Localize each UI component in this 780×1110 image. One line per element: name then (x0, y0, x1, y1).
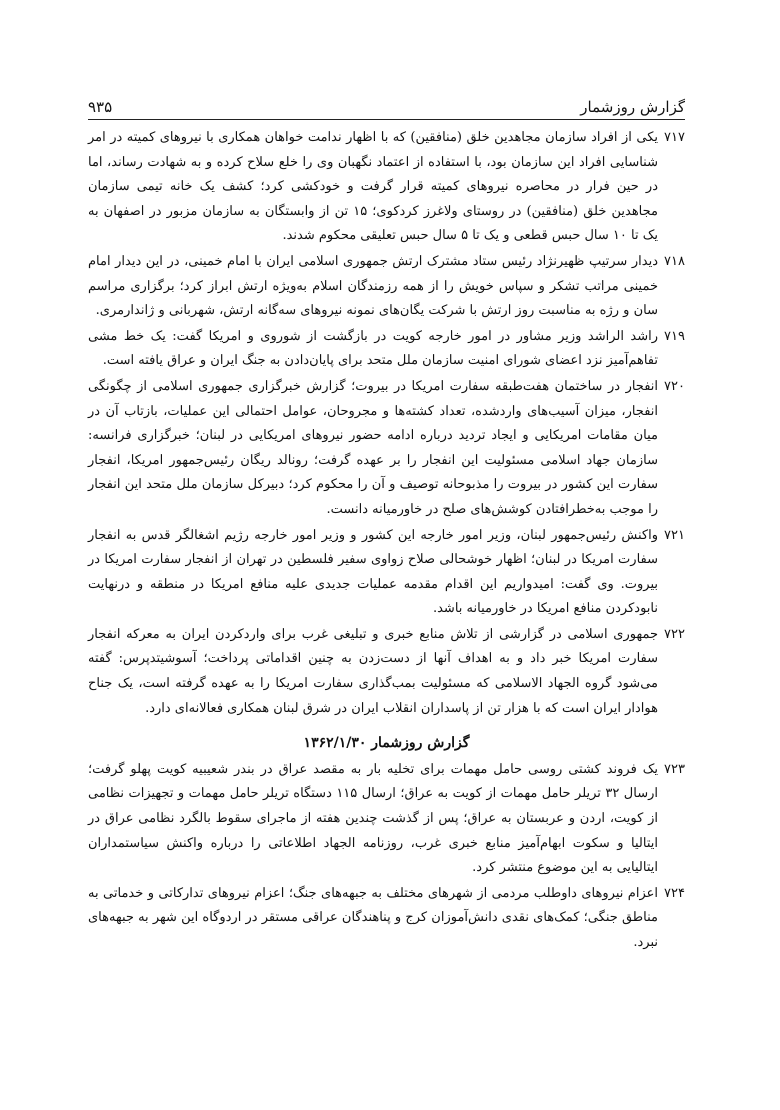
entry-number: ۷۲۳ (664, 761, 685, 777)
header-rule (88, 119, 685, 120)
running-header (88, 94, 685, 116)
page-number: ۹۳۵ (88, 98, 113, 116)
entry-number: ۷۱۸ (664, 253, 685, 269)
entry-number: ۷۲۴ (664, 885, 685, 901)
entry-text: جمهوری اسلامی در گزارشی از تلاش منابع خبری و تبلیغی غرب برای واردکردن ایران به معرکه انفجار سفارت امریکا خبر داد و به اهداف آنها از دست‌زدن به چنین اقداماتی پرداخت؛ آسوشیتدپرس: گفته می‌شود گروه الجهاد الاسلامی که مسئولیت بمب‌گذاری سفارت امریکا را به عهده گرفته است، یک جناح هوادار ایران است که با هزار تن از پاسداران انقلاب ایران در شرق لبنان همکاری فعالانه‌ای دارد. (88, 626, 658, 716)
entry-722 (88, 623, 685, 721)
entry-723 (88, 758, 685, 881)
entry-text: یکی از افراد سازمان مجاهدین خلق (منافقین) که با اظهار ندامت خواهان همکاری با نیروهای کمیته در امر شناسایی افراد این سازمان بود، با استفاده از اعتماد نگهبان وی را خلع سلاح کرده و به شهادت رساند، اما در حین فرار در محاصره نیروهای کمیته قرار گرفت و خودکشی کرد؛ کشف یک خانه تیمی سازمان مجاهدین خلق (منافقین) در روستای ولاغرز کردکوی؛ ۱۵ تن از وابستگان به سازمان مزبور در اصفهان به یک تا ۱۰ سال حبس قطعی و یک تا ۵ سال حبس تعلیقی محکوم شدند. (88, 130, 658, 244)
entry-number: ۷۲۲ (664, 626, 685, 642)
entry-text: انفجار در ساختمان هفت‌طبقه سفارت امریکا در بیروت؛ گزارش خبرگزاری جمهوری اسلامی از چگونگی انفجار، میزان آسیب‌های واردشده، تعداد کشته‌ها و مجروحان، عوامل احتمالی این عملیات، بازتاب آن در میان مقامات امریکایی و ایجاد تردید درباره ادامه حضور نیروهای امریکایی در لبنان؛ خبرگزاری فرانسه: سازمان جهاد اسلامی مسئولیت این انفجار را بر عهده گرفت؛ رونالد ریگان رئیس‌جمهور امریکا، انفجار سفارت این کشور در بیروت را مذبوحانه توصیف و آن را محکوم کرد؛ دبیرکل سازمان ملل متحد این انفجار را موجب به‌خطرافتادن کوشش‌های صلح در خاورمیانه دانست. (88, 378, 658, 517)
page-body (88, 126, 685, 957)
entry-number: ۷۱۹ (664, 328, 685, 344)
entry-719 (88, 325, 685, 374)
entry-number: ۷۱۷ (664, 130, 685, 145)
entry-text: اعزام نیروهای داوطلب مردمی از شهرهای مختلف به جبهه‌های جنگ؛ اعزام نیروهای تدارکاتی و خدماتی به مناطق جنگی؛ کمک‌های نقدی دانش‌آموزان کرج و پناهندگان عراقی مستقر در اردوگاه این شهر به جبهه‌های نبرد. (88, 885, 658, 950)
entry-718 (88, 250, 685, 324)
section-title: گزارش روزشمار ۱۳۶۲/۱/۳۰ (303, 735, 470, 752)
entry-text: واکنش رئیس‌جمهور لبنان، وزیر امور خارجه این کشور و وزیر امور خارجه رژیم اشغالگر قدس به انفجار سفارت امریکا در لبنان؛ اظهار خوشحالی صلاح زواوی سفیر فلسطین در تهران از انفجار سفارت امریکا در بیروت. وی گفت: امیدواریم این اقدام مقدمه عملیات جدیدی علیه منافع امریکا در منطقه و درنهایت نابودکردن منافع امریکا در خاورمیانه باشد. (88, 527, 658, 617)
entry-text: راشد الراشد وزیر مشاور در امور خارجه کویت در بازگشت از شوروی و امریکا گفت: یک خط مشی تفاهم‌آمیز نزد اعضای شورای امنیت سازمان ملل متحد برای پایان‌دادن به جنگ ایران و عراق یافته است. (88, 328, 658, 369)
entry-text: دیدار سرتیپ ظهیرنژاد رئیس ستاد مشترک ارتش جمهوری اسلامی ایران با امام خمینی، در این دیدار امام خمینی مراتب تشکر و سپاس خویش را از همه رزمندگان اسلام به‌ویژه ارتش ابراز کرد؛ برگزاری مراسم سان و رژه به مناسبت روز ارتش با شرکت یگان‌های نمونه نیروهای سه‌گانه ارتش، شهربانی و ژاندارمری. (88, 253, 658, 319)
entry-724 (88, 882, 685, 956)
entry-number: ۷۲۰ (664, 378, 685, 394)
entry-721 (88, 524, 685, 622)
entry-text: یک فروند کشتی روسی حامل مهمات برای تخلیه بار به مقصد عراق در بندر شعیبیه کویت پهلو گرفت؛ ارسال ۳۲ تریلر حامل مهمات از کویت به عراق؛ ارسال ۱۱۵ دستگاه تریلر حامل مهمات و تجهیزات نظامی از کویت، اردن و عربستان به عراق؛ پس از گذشت چندین هفته از ماجرای سقوط بالگرد نظامی عراق در ایتالیا و سکوت ابهام‌آمیز منابع خبری غرب، روزنامه الجهاد اطلاعاتی را درباره واکنش سیاستمداران ایتالیایی به این موضوع منتشر کرد. (88, 761, 658, 876)
entry-717 (88, 126, 685, 249)
entry-number: ۷۲۱ (664, 527, 685, 543)
entry-720 (88, 375, 685, 523)
running-title: گزارش روزشمار (580, 98, 685, 116)
